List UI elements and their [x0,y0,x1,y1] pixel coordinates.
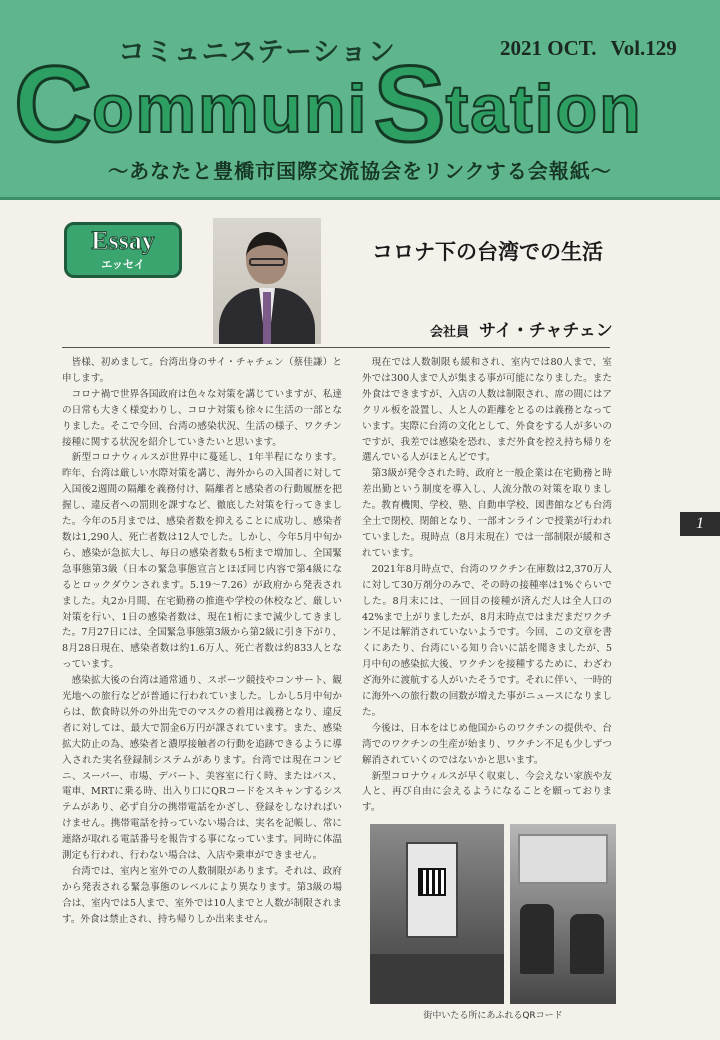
author-portrait [213,218,321,344]
bus-seat [520,904,554,974]
article-title: コロナ下の台湾での生活 [372,240,603,264]
page-number-tab: 1 [680,512,720,536]
bus-window [518,834,608,884]
photo-floor [370,954,504,1004]
paragraph: 感染拡大後の台湾は通常通り、スポーツ競技やコンサート、観光地への旅行などが普通に行われていました。しかし5月中旬からは、飲食時以外の外出先でのマスクの着用は義務となり、違反者に対しては、最大で罰金6万円が課されています。また、感染拡大防止の為、感染者と濃厚接触者の行動を追跡できるように導入された実名登録制システムがあります。台湾では現在コンビニ、スーパー、市場、デパート、美容室に行く時、またはバス、電車、MRTに乗る時、出入り口にQRコードをスキャンするシステムがあり、必ず自分の携帯電話をかざし、登録をしなければいけません。携帯電話を持っていない場合は、実名を記帳し、常に連絡が取れる電話番号を報告する事になっています。同時に体温測定も行われ、行わない場合は、入店や乗車ができません。 [62,675,342,862]
byline [430,316,613,341]
paragraph: コロナ禍で世界各国政府は色々な対策を講じていますが、私達の日常も大きく様変わりし、コロナ対策も徐々に生活の一部となりました。そこで今回、台湾の感染状況、生活の様子、ワクチン接種に関する状況を紹介していきたいと思います。 [62,388,342,448]
paragraph: 新型コロナウィルスが早く収束し、今会えない家族や友人と、再び自由に会えるようになることを願っております。 [362,770,612,814]
bus-seat [570,914,604,974]
essay-badge [64,222,182,278]
masthead-tagline: 〜あなたと豊橋市国際交流協会をリンクする会報紙〜 [108,159,612,183]
author-role: 会社員 [430,325,470,340]
body-column-right [362,355,612,816]
logo-letter-s: S [373,43,446,164]
paragraph: 台湾では、室内と室外での人数制限があります。それは、政府から発表される緊急事態のレベルにより異なります。第3級の場合は、室内では5人まで、室外では10人までと人数が制限されます。外食は禁止され、持ち帰りしか出来ません。 [62,866,342,925]
logo-word-ommuni: ommuni [92,71,369,147]
logo-letter-c: C [14,43,92,164]
paragraph: 皆様、初めまして。台湾出身のサイ・チャチェン（蔡佳謙）と申します。 [62,357,342,384]
issue-date: 2021 OCT. [500,36,597,60]
paragraph: 2021年8月時点で、台湾のワクチン在庫数は2,370万人に対して30万剤分のみで、その時の接種率は1%ぐらいでした。8月末には、一回目の接種が済んだ人は全人口の42%まで上がりましたが、8月末時点ではまだまだワクチン不足は解消されていないようです。今回、この文章を書くにあたり、台湾にいる知り合いに話を聞きましたが、5月中旬の感染拡大後、ワクチンを接種するために、わざわざ海外に渡航する人がいたそうです。それに伴い、一時的に海外への旅行数の回数が増えた事がニュースになりました。 [362,563,612,718]
masthead-kana-title: コミュニステーション [118,37,396,68]
logo-word-tation: tation [445,71,643,147]
author-name: サイ・チャチェン [479,321,613,341]
portrait-glasses [249,258,285,266]
essay-badge-en: Essay [91,226,155,255]
paragraph: 新型コロナウィルスが世界中に蔓延し、1年半程になります。昨年、台湾は厳しい水際対策を講じ、海外からの入国者に対して入国後2週間の隔離を義務付け、隔離者と感染者の行動履歴を把握し、違反者への罰則を課すなど、徹底した対策を行ってきました。今年の5月までは、感染者数を抑えることに成功し、感染者数は1,290人、死亡者数は12人でした。しかし、今年5月中旬から、感染が急拡大し、毎日の感染者数も5桁まで増加し、全国緊急事態第3級（日本の緊急事態宣言とほぼ同じ内容で第4級になるとロックダウンされます。5.19〜7.26）が政府から発表されました。丸2か月間、在宅勤務の推進や学校の休校など、厳しい対策を行い、1日の感染者数は、現在1桁にまで減少してきました。7月27日には、全国緊急事態第3級から第2級に引き下がり、8月28日現在、感染者数は約1.6万人、死亡者数は約833人となっています。 [62,452,342,671]
essay-badge-jp: エッセイ [101,258,145,271]
body-column-left [62,355,342,928]
photo-caption: 街中いたる所にあふれるQRコード [423,1011,563,1021]
issue-volume: Vol.129 [610,36,677,60]
qr-code-icon [418,868,446,896]
paragraph: 今後は、日本をはじめ他国からのワクチンの提供や、台湾でのワクチンの生産が始まり、ワクチン不足も少しずつ解消されていくのではないかと思います。 [362,722,612,766]
bus-interior-photo [510,824,616,1004]
paragraph: 現在では人数制限も緩和され、室内では80人まで、室外では300人まで人が集まる事が可能になりました。また外食はできますが、入店の人数は制限され、席の間にはアクリル板を設置し、人と人の距離をとるのは義務となっています。実際に台湾の文化として、外食をする人が多いのですが、我差では感染を恐れ、まだ外食を控え持ち帰りを選んでいる人がほとんどです。 [362,357,613,464]
paragraph: 第3級が発令された時、政府と一般企業は在宅勤務と時差出勤という制度を導入し、人流分散の対策を取りました。教育機関、学校、塾、自動車学校、図書館なども台湾全土で閉校、閉館となり、一部オンラインで授業が行われていました。現時点（8月末現在）では一部制限が緩和されています。 [362,468,612,559]
portrait-tie [263,292,271,344]
masthead [0,0,720,200]
qr-signboard-photo [370,824,504,1004]
header-rule [62,347,610,348]
